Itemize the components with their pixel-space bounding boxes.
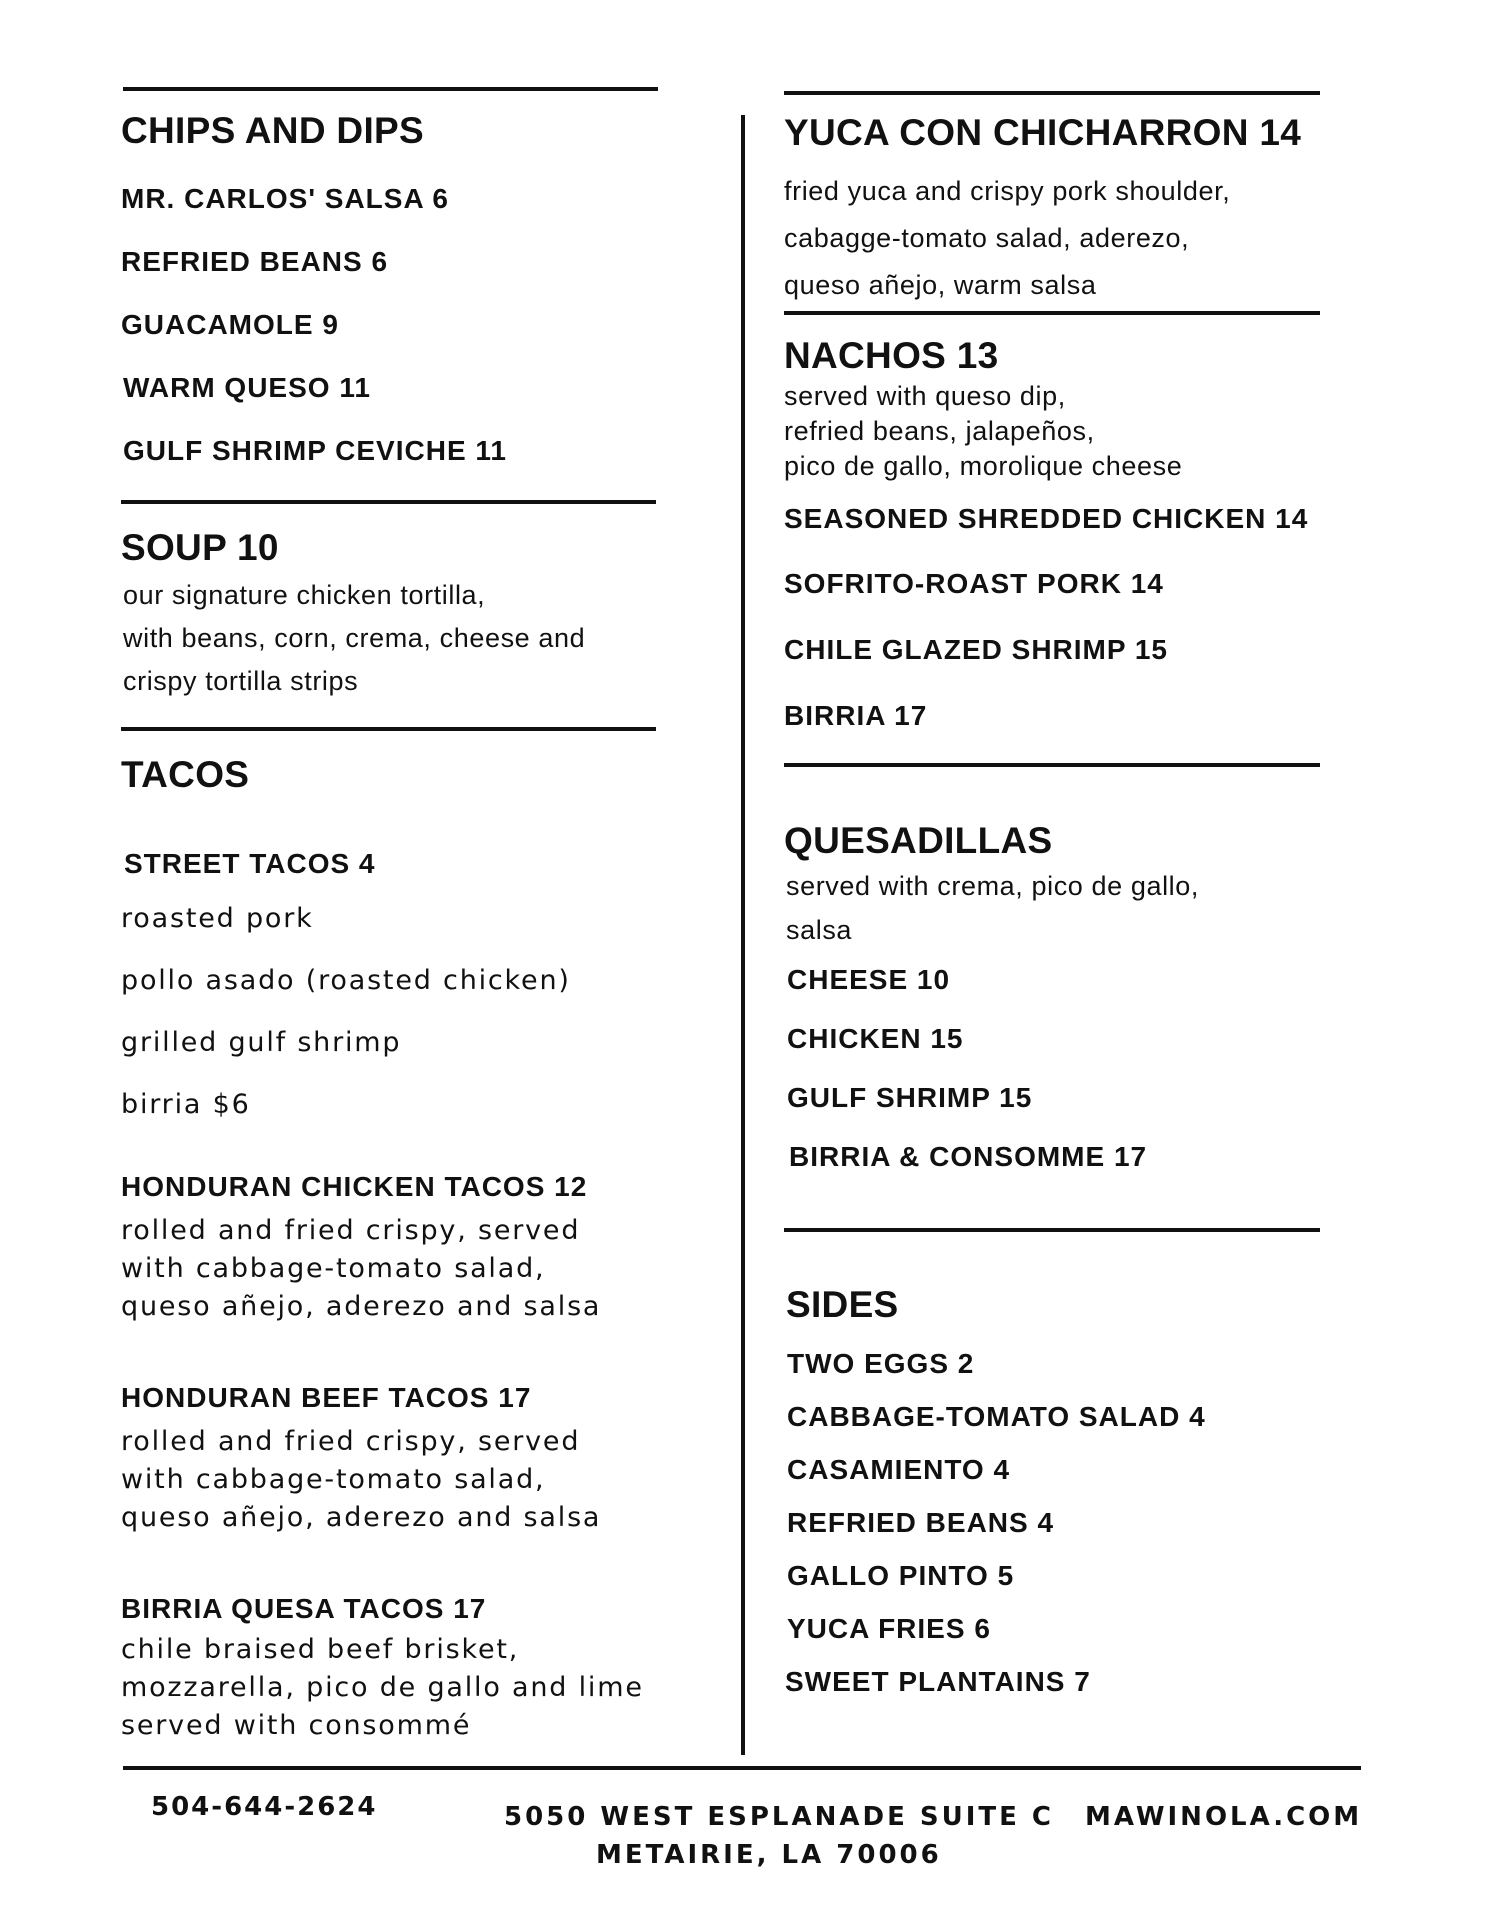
- menu-item: REFRIED BEANS 4: [787, 1507, 1055, 1538]
- yuca-description-line: queso añejo, warm salsa: [784, 270, 1097, 300]
- menu-item-honduran-beef-tacos: HONDURAN BEEF TACOS 17: [121, 1382, 532, 1413]
- taco-description-line: mozzarella, pico de gallo and lime: [121, 1672, 644, 1703]
- divider: [784, 311, 1320, 315]
- footer-divider: [123, 1766, 1361, 1770]
- taco-description-line: served with consommé: [121, 1710, 472, 1741]
- soup-description-line: with beans, corn, crema, cheese and: [123, 623, 586, 653]
- menu-item-birria-quesa-tacos: BIRRIA QUESA TACOS 17: [121, 1593, 487, 1624]
- menu-item: GULF SHRIMP 15: [787, 1082, 1033, 1113]
- column-divider: [741, 115, 745, 1755]
- taco-option: birria $6: [121, 1089, 251, 1120]
- quesadillas-description-line: salsa: [786, 915, 853, 945]
- taco-description-line: with cabbage-tomato salad,: [121, 1464, 546, 1495]
- divider: [784, 763, 1320, 767]
- menu-item: GULF SHRIMP CEVICHE 11: [123, 435, 508, 466]
- menu-item: CABBAGE-TOMATO SALAD 4: [787, 1401, 1206, 1432]
- nachos-description-line: served with queso dip,: [784, 381, 1066, 411]
- taco-option: roasted pork: [121, 903, 314, 934]
- quesadillas-description-line: served with crema, pico de gallo,: [786, 871, 1199, 901]
- section-title-nachos: NACHOS 13: [784, 335, 999, 376]
- soup-description-line: crispy tortilla strips: [123, 666, 359, 696]
- divider: [784, 91, 1320, 95]
- phone-number: 504-644-2624: [151, 1792, 378, 1822]
- divider: [123, 87, 658, 91]
- section-title-tacos: TACOS: [121, 754, 250, 795]
- menu-item: SEASONED SHREDDED CHICKEN 14: [784, 503, 1309, 534]
- menu-item: SWEET PLANTAINS 7: [785, 1666, 1091, 1697]
- taco-option: grilled gulf shrimp: [121, 1027, 402, 1058]
- divider: [121, 500, 656, 504]
- section-title-quesadillas: QUESADILLAS: [784, 820, 1053, 861]
- menu-item: BIRRIA 17: [784, 700, 928, 731]
- section-title-yuca: YUCA CON CHICHARRON 14: [784, 112, 1302, 153]
- menu-item: GALLO PINTO 5: [787, 1560, 1015, 1591]
- address-line-2: METAIRIE, LA 70006: [596, 1840, 942, 1870]
- menu-item: CHILE GLAZED SHRIMP 15: [784, 634, 1168, 665]
- menu-item-street-tacos: STREET TACOS 4: [124, 848, 376, 879]
- menu-item: SOFRITO-ROAST PORK 14: [784, 568, 1164, 599]
- taco-option: pollo asado (roasted chicken): [121, 965, 571, 996]
- taco-description-line: queso añejo, aderezo and salsa: [121, 1291, 602, 1322]
- menu-item: GUACAMOLE 9: [121, 309, 339, 340]
- menu-item: REFRIED BEANS 6: [121, 246, 389, 277]
- divider: [784, 1228, 1320, 1232]
- address-line-1: 5050 WEST ESPLANADE SUITE C: [504, 1802, 1055, 1832]
- taco-description-line: queso añejo, aderezo and salsa: [121, 1502, 602, 1533]
- taco-description-line: with cabbage-tomato salad,: [121, 1253, 546, 1284]
- soup-description-line: our signature chicken tortilla,: [123, 580, 486, 610]
- taco-description-line: rolled and fried crispy, served: [121, 1215, 581, 1246]
- section-title-sides: SIDES: [786, 1284, 899, 1325]
- menu-item: TWO EGGS 2: [787, 1348, 975, 1379]
- menu-item: BIRRIA & CONSOMME 17: [789, 1141, 1148, 1172]
- taco-description-line: rolled and fried crispy, served: [121, 1426, 581, 1457]
- yuca-description-line: fried yuca and crispy pork shoulder,: [784, 176, 1231, 206]
- menu-item: CHICKEN 15: [787, 1023, 964, 1054]
- taco-description-line: chile braised beef brisket,: [121, 1634, 520, 1665]
- menu-item: MR. CARLOS' SALSA 6: [121, 183, 449, 214]
- nachos-description-line: refried beans, jalapeños,: [784, 416, 1095, 446]
- section-title-chips-and-dips: CHIPS AND DIPS: [121, 110, 424, 151]
- menu-item: CASAMIENTO 4: [787, 1454, 1011, 1485]
- section-title-soup: SOUP 10: [121, 527, 279, 568]
- website: MAWINOLA.COM: [1085, 1802, 1363, 1832]
- divider: [121, 727, 656, 731]
- nachos-description-line: pico de gallo, morolique cheese: [784, 451, 1183, 481]
- yuca-description-line: cabagge-tomato salad, aderezo,: [784, 223, 1190, 253]
- menu-item: YUCA FRIES 6: [787, 1613, 991, 1644]
- menu-item: CHEESE 10: [787, 964, 951, 995]
- menu-item: WARM QUESO 11: [123, 372, 371, 403]
- menu-item-honduran-chicken-tacos: HONDURAN CHICKEN TACOS 12: [121, 1171, 588, 1202]
